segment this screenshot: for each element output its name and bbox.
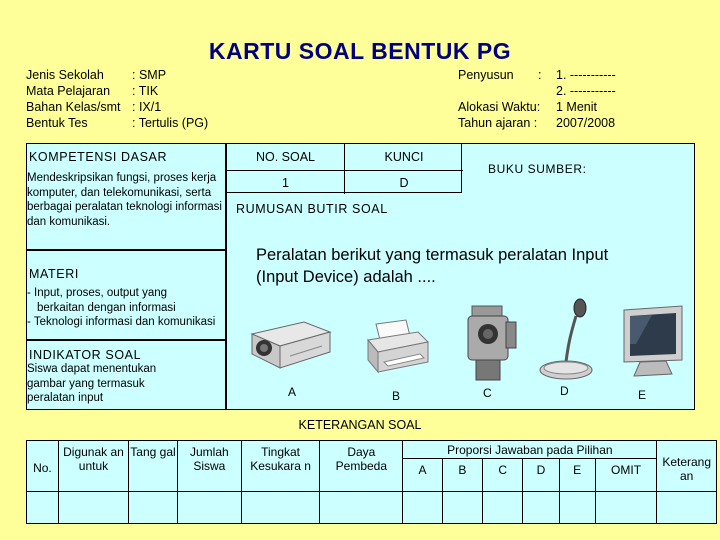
header-daya: Daya Pembeda [320, 441, 403, 492]
indikator-box [26, 340, 226, 410]
meta-label: Bentuk Tes [26, 116, 88, 130]
indikator-text: Siswa dapat menentukan gambar yang termasuk peralatan input [27, 363, 157, 404]
header-proporsi: Proporsi Jawaban pada Pilihan [403, 441, 657, 459]
kompetensi-text: Mendeskripsikan fungsi, proses kerja komputer, dan telekomunikasi, serta berbagai peralatan teknologi informasi dan komunikasi. [27, 172, 222, 228]
meta-label: Mata Pelajaran [26, 84, 111, 98]
no-soal-table [226, 143, 462, 193]
header-jumlah: Jumlah Siswa [177, 441, 241, 492]
materi-line: berkaitan dengan informasi [37, 301, 176, 314]
choice-d: D [523, 458, 559, 492]
table-cell [403, 492, 442, 524]
monitor-icon [616, 304, 690, 380]
printer-icon [362, 318, 432, 376]
materi-line: - Teknologi informasi dan komunikasi [27, 316, 216, 328]
indikator-heading: INDIKATOR SOAL [29, 348, 142, 362]
kunci-value: D [399, 176, 409, 190]
tahun-label: Tahun ajaran : [458, 116, 538, 130]
materi-line: - Input, proses, output yang [27, 287, 168, 299]
table-cell [177, 492, 241, 524]
meta-value: : TIK [132, 84, 159, 98]
header-tingkat: Tingkat Kesukara n [241, 441, 320, 492]
table-cell [657, 492, 717, 524]
microphone-icon [530, 296, 600, 382]
penyusun-label: Penyusun [458, 68, 514, 82]
table-cell [483, 492, 523, 524]
meta-label: Jenis Sekolah [26, 68, 104, 82]
header-no: No. [27, 441, 59, 492]
header-tanggal: Tang gal [129, 441, 178, 492]
meta-value: : IX/1 [132, 100, 162, 114]
no-soal-label: NO. SOAL [227, 144, 345, 171]
option-a: A [288, 385, 297, 399]
meta-label: Bahan Kelas/smt [26, 100, 121, 114]
rumusan-heading: RUMUSAN BUTIR SOAL [236, 202, 388, 216]
choice-omit: OMIT [595, 458, 657, 492]
option-c: C [483, 386, 492, 400]
choice-b: B [442, 458, 482, 492]
penyusun-colon: : [538, 68, 542, 82]
projector-icon [244, 316, 334, 372]
header-digunakan: Digunak an untuk [58, 441, 128, 492]
choice-a: A [403, 458, 442, 492]
question-text: Peralatan berikut yang termasuk peralatan Input (Input Device) adalah .... [256, 246, 609, 286]
alokasi-value: 1 Menit [556, 100, 597, 114]
table-cell [523, 492, 559, 524]
choice-c: C [483, 458, 523, 492]
meta-right [458, 67, 616, 131]
header-keterangan: Keterang an [657, 441, 717, 492]
keterangan-heading: KETERANGAN SOAL [298, 418, 422, 432]
table-cell [27, 492, 59, 524]
no-soal-value: 1 [227, 171, 345, 194]
tahun-value: 2007/2008 [556, 116, 616, 130]
kompetensi-box [26, 143, 226, 250]
table-cell [320, 492, 403, 524]
alokasi-label: Alokasi Waktu: [458, 100, 541, 114]
keterangan-table [26, 440, 717, 524]
table-cell [595, 492, 657, 524]
materi-box [26, 250, 226, 340]
meta-left [26, 67, 208, 131]
option-d: D [560, 384, 569, 398]
kompetensi-heading: KOMPETENSI DASAR [29, 150, 168, 164]
table-cell [559, 492, 595, 524]
table-cell [442, 492, 482, 524]
table-cell [58, 492, 128, 524]
option-b: B [392, 389, 401, 403]
materi-heading: MATERI [29, 267, 79, 281]
penyusun-2: 2. ----------- [556, 84, 616, 98]
kunci-label: KUNCI [345, 144, 463, 171]
option-e: E [638, 388, 647, 402]
meta-value: : SMP [132, 68, 167, 82]
meta-value: : Tertulis (PG) [132, 116, 209, 130]
video-camera-icon [458, 300, 520, 384]
penyusun-1: 1. ----------- [556, 68, 616, 82]
choice-e: E [559, 458, 595, 492]
table-cell [129, 492, 178, 524]
page-title: KARTU SOAL BENTUK PG [208, 38, 512, 64]
buku-sumber: BUKU SUMBER: [488, 162, 587, 176]
table-cell [241, 492, 320, 524]
